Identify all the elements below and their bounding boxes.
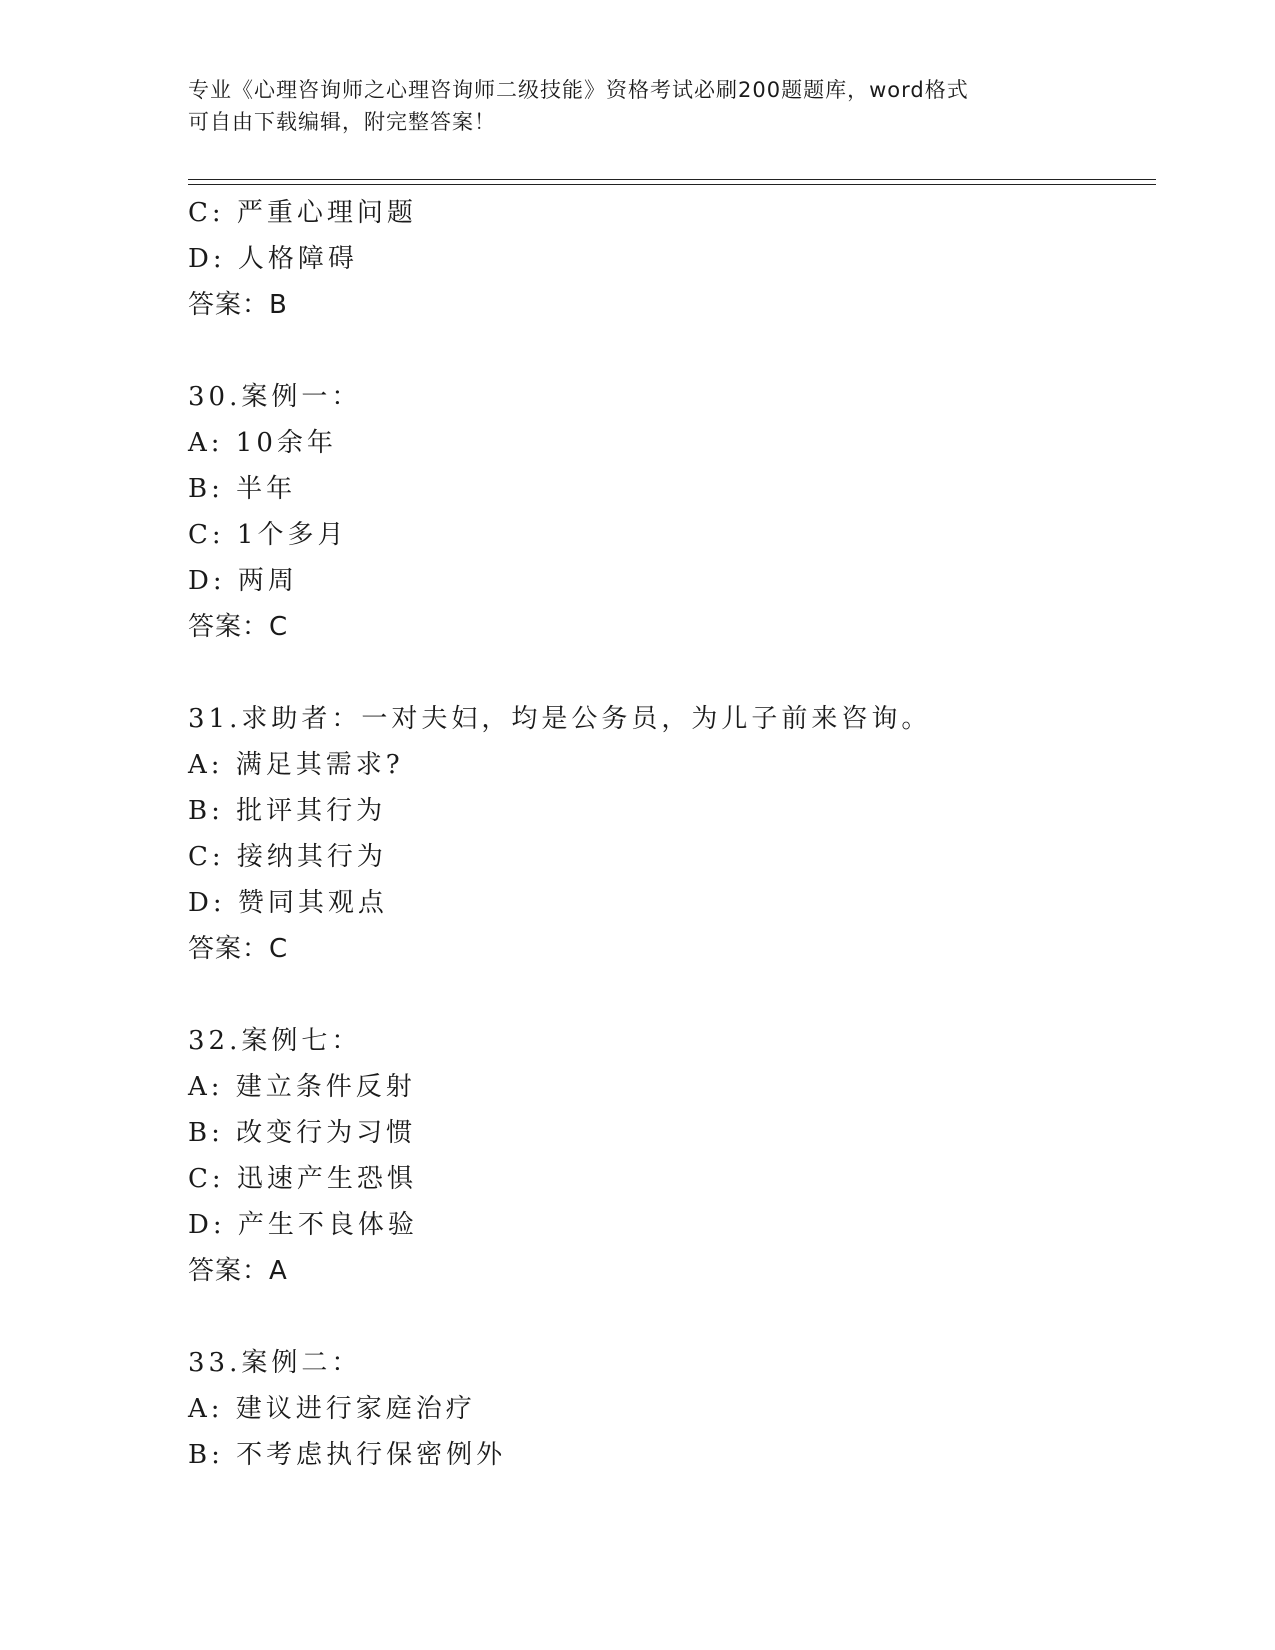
question-stem: 33.案例二：	[188, 1348, 362, 1378]
header-divider-top	[188, 179, 1156, 180]
question-stem: 32.案例七：	[188, 1026, 362, 1056]
question-stem: 30.案例一：	[188, 382, 362, 412]
option-text: A: 10余年	[188, 428, 337, 458]
spacer	[188, 1294, 1156, 1340]
option-text: B: 半年	[188, 474, 297, 504]
answer-text: 答案：B	[188, 290, 288, 320]
header-divider-bottom	[188, 184, 1156, 185]
header-line-2: 可自由下载编辑，附完整答案！	[188, 110, 496, 134]
option-text: B: 批评其行为	[188, 796, 387, 826]
option-text: D: 赞同其观点	[188, 888, 388, 918]
option-text: C: 1个多月	[188, 520, 348, 550]
header-line-1: 专业《心理咨询师之心理咨询师二级技能》资格考试必刷200题题库，word格式	[188, 78, 969, 102]
option-text: D: 产生不良体验	[188, 1210, 418, 1240]
document-header	[188, 74, 1068, 138]
answer-text: 答案：C	[188, 612, 289, 642]
option-text: C: 迅速产生恐惧	[188, 1164, 417, 1194]
spacer	[188, 650, 1156, 696]
spacer	[188, 972, 1156, 1018]
spacer	[188, 328, 1156, 374]
option-text: B: 不考虑执行保密例外	[188, 1440, 507, 1470]
answer-text: 答案：A	[188, 1256, 288, 1286]
question-list	[188, 190, 1156, 1478]
option-text: D: 两周	[188, 566, 298, 596]
option-text: C: 接纳其行为	[188, 842, 387, 872]
option-text: A: 满足其需求?	[188, 750, 404, 780]
option-text: A: 建立条件反射	[188, 1072, 416, 1102]
option-text: D: 人格障碍	[188, 244, 358, 274]
option-text: B: 改变行为习惯	[188, 1118, 417, 1148]
option-text: C: 严重心理问题	[188, 198, 417, 228]
answer-text: 答案：C	[188, 934, 289, 964]
question-stem: 31.求助者：一对夫妇，均是公务员，为儿子前来咨询。	[188, 704, 932, 734]
option-text: A: 建议进行家庭治疗	[188, 1394, 476, 1424]
